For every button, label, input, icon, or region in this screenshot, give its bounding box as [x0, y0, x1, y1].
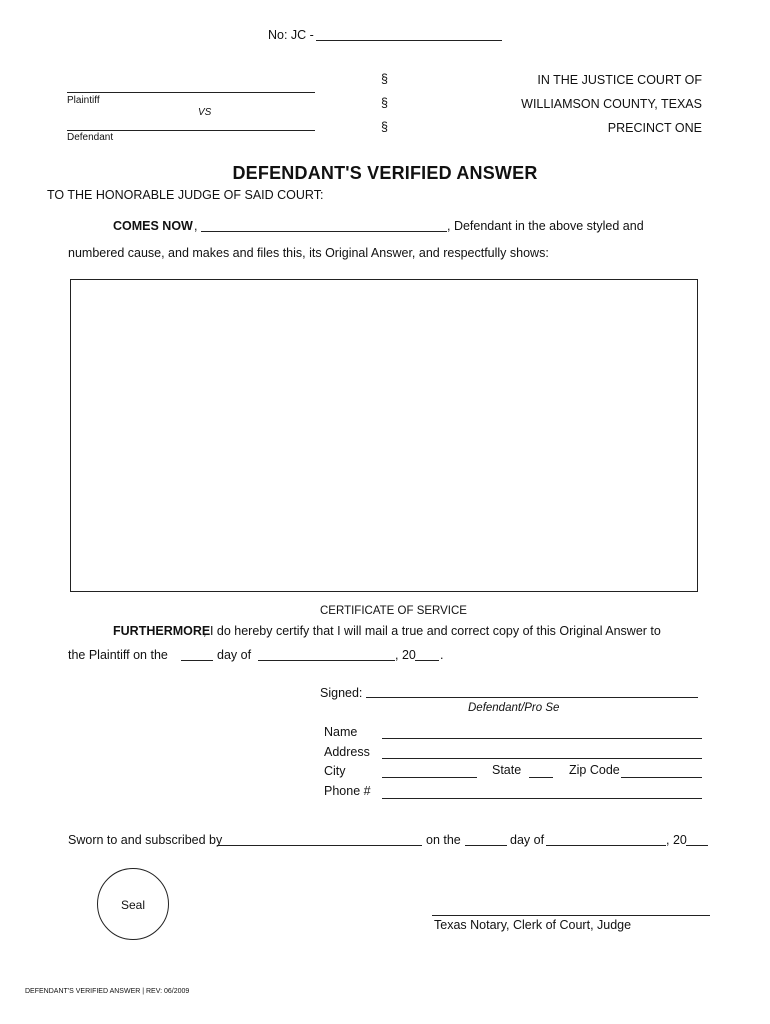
- defendant-name-answer-field[interactable]: [201, 231, 447, 232]
- section-sign: §: [381, 72, 388, 86]
- sworn-label: Sworn to and subscribed by: [68, 833, 223, 847]
- sworn-on-the-label: on the: [426, 833, 461, 847]
- answer-text-box[interactable]: [70, 279, 698, 592]
- defendant-name-field[interactable]: [67, 130, 315, 131]
- certificate-day-of-label: day of: [217, 648, 252, 662]
- furthermore-label: FURTHERMORE: [113, 624, 211, 638]
- phone-label: Phone #: [324, 784, 371, 798]
- court-line-3: PRECINCT ONE: [607, 121, 702, 135]
- defendant-pro-se-label: Defendant/Pro Se: [468, 702, 560, 714]
- certificate-year-field[interactable]: [415, 660, 439, 661]
- seal-label: Seal: [120, 898, 146, 912]
- sworn-day-field[interactable]: [465, 845, 507, 846]
- certificate-day-field[interactable]: [181, 660, 213, 661]
- name-label: Name: [324, 725, 358, 739]
- case-number-label: No: JC -: [268, 28, 314, 42]
- state-label: State: [492, 763, 522, 777]
- phone-field[interactable]: [382, 798, 702, 799]
- document-title: DEFENDANT'S VERIFIED ANSWER: [232, 163, 538, 183]
- defendant-label: Defendant: [67, 132, 114, 143]
- sworn-year-prefix: , 20: [666, 833, 687, 847]
- state-field[interactable]: [529, 777, 553, 778]
- plaintiff-on-the-label: the Plaintiff on the: [68, 648, 168, 662]
- signed-label: Signed:: [320, 686, 363, 700]
- name-field[interactable]: [382, 738, 702, 739]
- comes-now-comma: ,: [194, 219, 198, 233]
- city-label: City: [324, 764, 346, 778]
- certificate-sentence: , I do hereby certify that I will mail a true and correct copy of this Original Answer to: [203, 624, 661, 638]
- comes-now-continuation: , Defendant in the above styled and: [447, 219, 644, 233]
- sworn-by-field[interactable]: [217, 845, 422, 846]
- plaintiff-name-field[interactable]: [67, 92, 315, 93]
- address-field[interactable]: [382, 758, 702, 759]
- sworn-year-field[interactable]: [686, 845, 708, 846]
- signature-field[interactable]: [366, 697, 698, 698]
- section-sign: §: [381, 120, 388, 134]
- sworn-month-field[interactable]: [546, 845, 666, 846]
- salutation: TO THE HONORABLE JUDGE OF SAID COURT:: [47, 188, 324, 202]
- section-sign: §: [381, 96, 388, 110]
- notary-seal-circle: [97, 868, 169, 940]
- comes-now-label: COMES NOW: [113, 219, 193, 233]
- sworn-day-of-label: day of: [510, 833, 545, 847]
- certificate-period: .: [440, 648, 444, 662]
- zip-code-label: Zip Code: [569, 763, 620, 777]
- certificate-month-field[interactable]: [258, 660, 395, 661]
- certificate-year-prefix: , 20: [395, 648, 416, 662]
- plaintiff-label: Plaintiff: [67, 95, 100, 106]
- court-line-2: WILLIAMSON COUNTY, TEXAS: [521, 97, 702, 111]
- case-number-field[interactable]: [316, 40, 502, 41]
- notary-label: Texas Notary, Clerk of Court, Judge: [434, 918, 632, 932]
- intro-line-2: numbered cause, and makes and files this, its Original Answer, and respectfully shows:: [68, 246, 549, 260]
- notary-signature-field[interactable]: [432, 915, 710, 916]
- city-field[interactable]: [382, 777, 477, 778]
- court-line-1: IN THE JUSTICE COURT OF: [537, 73, 702, 87]
- versus-label: VS: [198, 107, 212, 118]
- address-label: Address: [324, 745, 370, 759]
- certificate-heading: CERTIFICATE OF SERVICE: [320, 605, 467, 617]
- footer-revision: DEFENDANT'S VERIFIED ANSWER | REV: 06/2009: [25, 988, 190, 995]
- zip-code-field[interactable]: [621, 777, 702, 778]
